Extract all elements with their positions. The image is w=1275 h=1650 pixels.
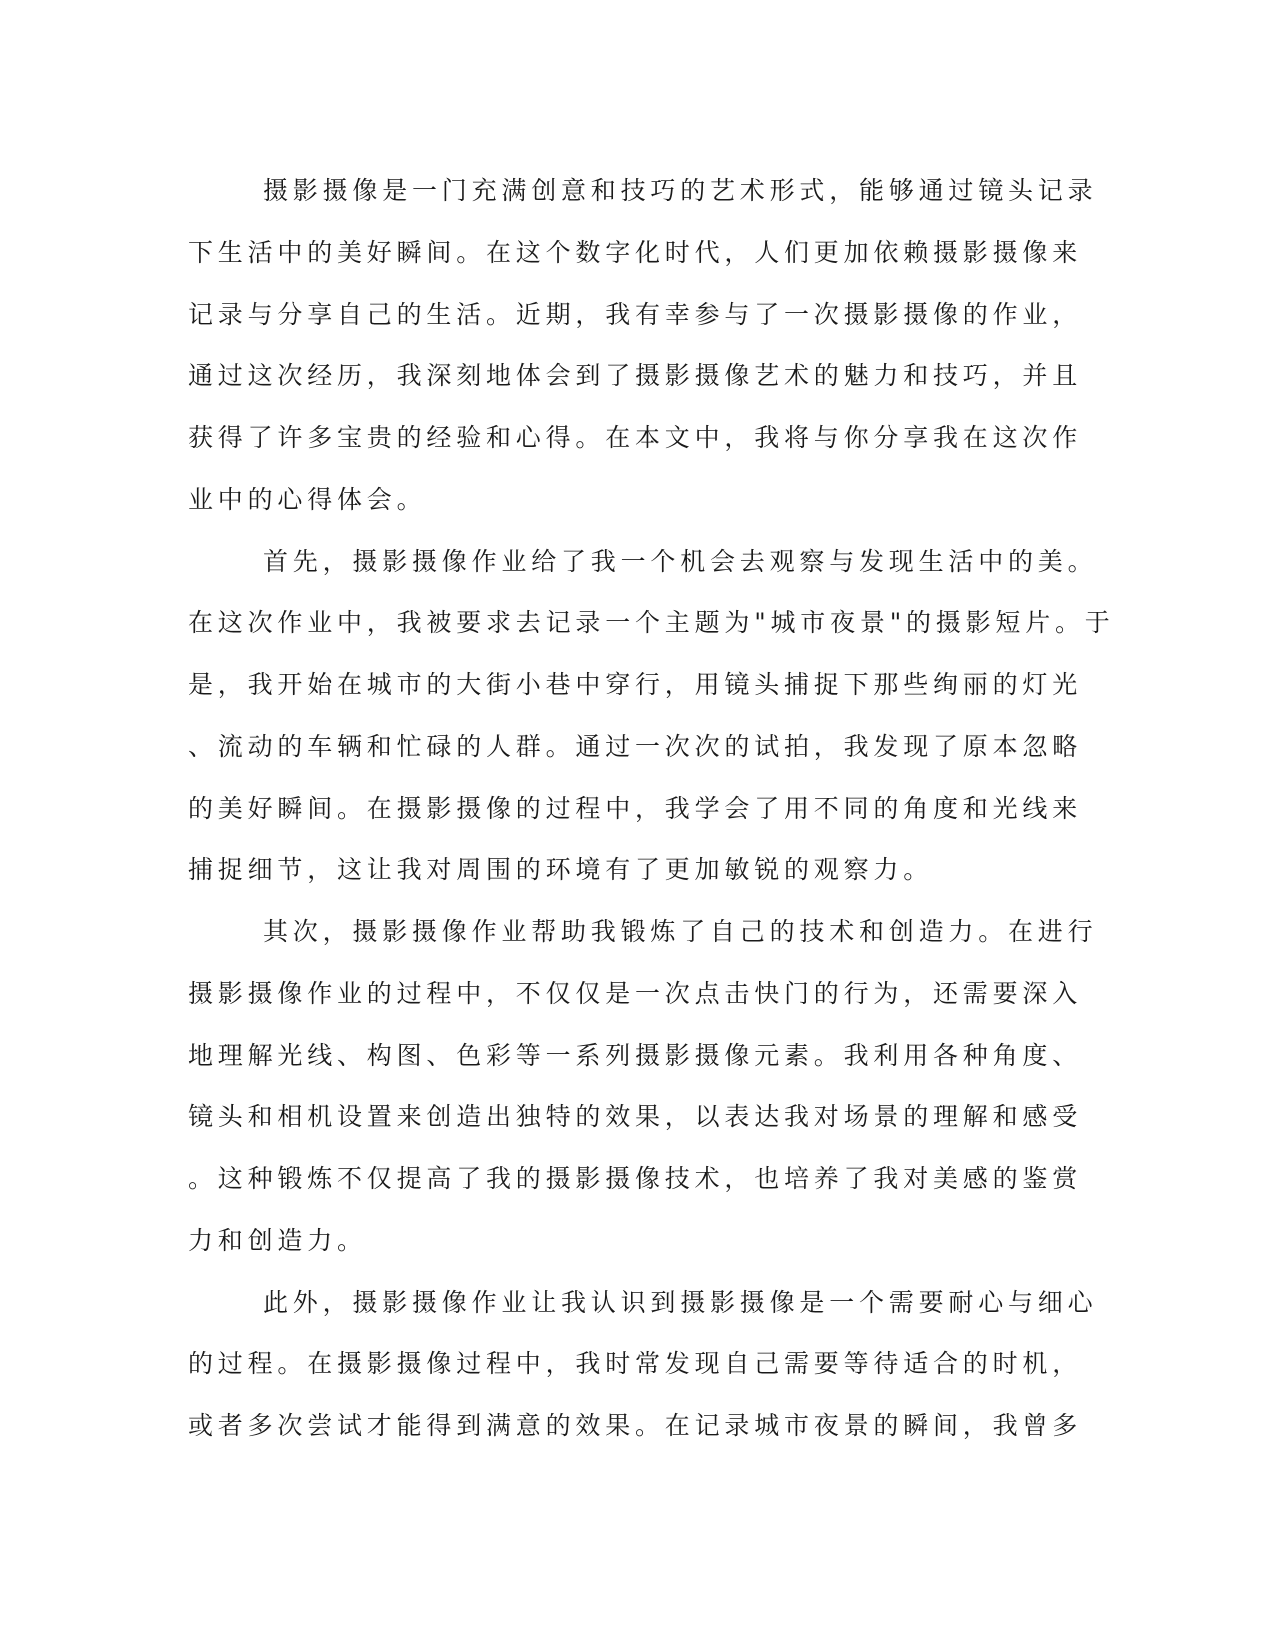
text-line: 此外，摄影摄像作业让我认识到摄影摄像是一个需要耐心与细心 bbox=[263, 1287, 1098, 1317]
text-line: 首先，摄影摄像作业给了我一个机会去观察与发现生活中的美。 bbox=[263, 546, 1098, 576]
text-line: 记录与分享自己的生活。近期，我有幸参与了一次摄影摄像的作业， bbox=[188, 299, 1083, 329]
text-line: 。这种锻炼不仅提高了我的摄影摄像技术，也培养了我对美感的鉴赏 bbox=[188, 1164, 1083, 1193]
text-line: 或者多次尝试才能得到满意的效果。在记录城市夜景的瞬间，我曾多 bbox=[188, 1411, 1083, 1440]
text-line: 获得了许多宝贵的经验和心得。在本文中，我将与你分享我在这次作 bbox=[188, 423, 1083, 452]
text-line: 是，我开始在城市的大街小巷中穿行，用镜头捕捉下那些绚丽的灯光 bbox=[188, 670, 1083, 699]
text-line: 力和创造力。 bbox=[188, 1225, 367, 1255]
text-line: 摄影摄像是一门充满创意和技巧的艺术形式，能够通过镜头记录 bbox=[263, 176, 1098, 205]
text-line: 其次，摄影摄像作业帮助我锻炼了自己的技术和创造力。在进行 bbox=[263, 917, 1098, 946]
text-line: 业中的心得体会。 bbox=[188, 484, 427, 514]
text-line: 下生活中的美好瞬间。在这个数字化时代，人们更加依赖摄影摄像来 bbox=[188, 237, 1083, 267]
text-line: 摄影摄像作业的过程中，不仅仅是一次点击快门的行为，还需要深入 bbox=[188, 978, 1083, 1008]
document-body bbox=[188, 160, 1115, 1457]
text-line: 的过程。在摄影摄像过程中，我时常发现自己需要等待适合的时机， bbox=[188, 1349, 1083, 1379]
text-line: 捕捉细节，这让我对周围的环境有了更加敏锐的观察力。 bbox=[188, 855, 934, 885]
text-line: 镜头和相机设置来创造出独特的效果，以表达我对场景的理解和感受 bbox=[188, 1102, 1083, 1132]
text-line: 的美好瞬间。在摄影摄像的过程中，我学会了用不同的角度和光线来 bbox=[188, 793, 1083, 823]
text-line: 、流动的车辆和忙碌的人群。通过一次次的试拍，我发现了原本忽略 bbox=[188, 731, 1083, 761]
text-line: 地理解光线、构图、色彩等一系列摄影摄像元素。我利用各种角度、 bbox=[188, 1040, 1083, 1070]
text-line: 通过这次经历，我深刻地体会到了摄影摄像艺术的魅力和技巧，并且 bbox=[188, 361, 1083, 391]
text-line: 在这次作业中，我被要求去记录一个主题为"城市夜景"的摄影短片。于 bbox=[188, 608, 1115, 638]
